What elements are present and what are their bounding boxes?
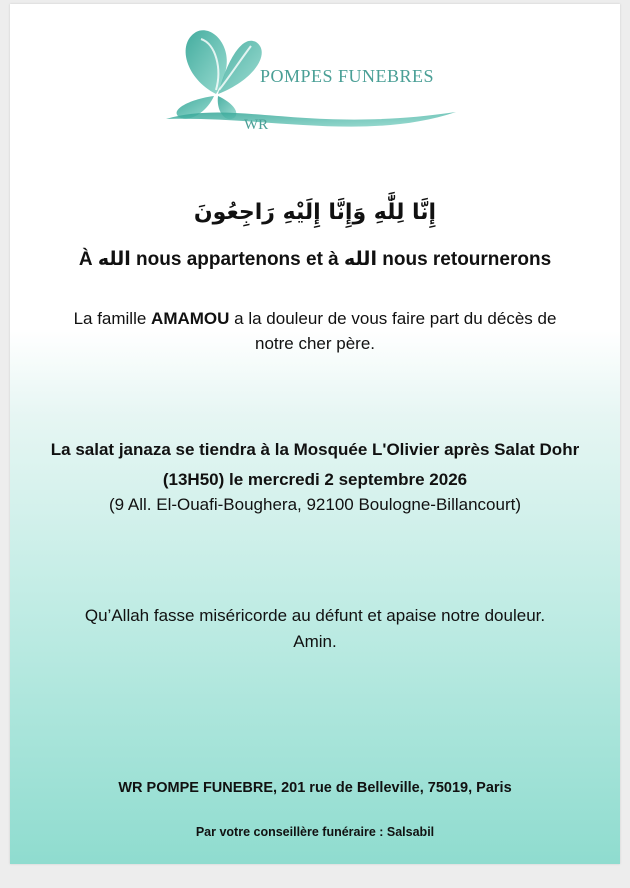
headline-part-1: À: [78, 249, 98, 270]
prayer-line-1: Qu’Allah fasse miséricorde au défunt et apaise notre douleur.: [84, 606, 546, 625]
funeral-home-contact: WR POMPE FUNEBRE, 201 rue de Belleville, 75019, Paris: [118, 780, 512, 796]
prayer-text: [10, 603, 620, 655]
announcement-line-2: notre cher père.: [254, 334, 375, 353]
headline-part-3: nous retournerons: [376, 249, 552, 270]
death-announcement: [10, 306, 620, 356]
brand-initials: WR: [244, 117, 269, 133]
funeral-advisor: Par votre conseillère funéraire : Salsabil: [195, 825, 435, 839]
family-name: AMAMOU: [151, 309, 230, 328]
funeral-home-logo: [156, 24, 456, 136]
announcement-line-1: [10, 306, 620, 331]
janaza-details: [10, 435, 620, 495]
headline-allah-2: الله: [344, 249, 377, 270]
janaza-line-2: (13H50) le mercredi 2 septembre 2026: [162, 470, 468, 489]
arabic-verse: إِنَّا لِلَّٰهِ وَإِنَّا إِلَيْهِ رَاجِعُونَ: [193, 200, 437, 225]
funeral-notice-page: [10, 4, 620, 864]
mosque-address: (9 All. El-Ouafi-Boughera, 92100 Boulogne-Billancourt): [108, 495, 522, 514]
headline: [10, 248, 620, 271]
announcement-after: a la douleur de vous faire part du décès de: [229, 309, 557, 328]
announcement-before: La famille: [73, 309, 152, 328]
janaza-line-1: La salat janaza se tiendra à la Mosquée L'Olivier après Salat Dohr: [50, 440, 580, 459]
headline-part-2: nous appartenons et à: [130, 249, 345, 270]
headline-allah-1: الله: [97, 249, 131, 270]
brand-name: POMPES FUNEBRES: [260, 66, 435, 86]
prayer-line-2: Amin.: [293, 632, 337, 651]
